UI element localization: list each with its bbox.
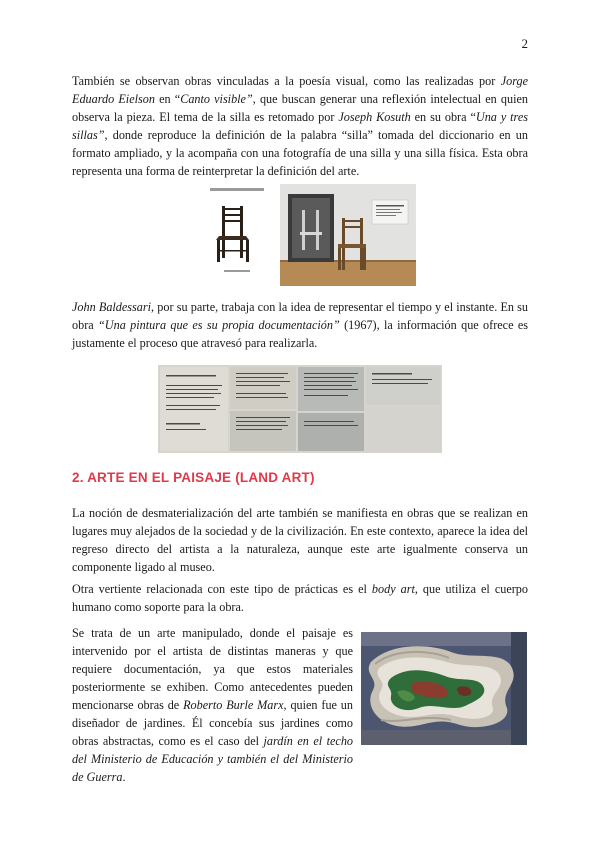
paragraph-body-art xyxy=(72,580,528,616)
text: , por su parte, trabaja con la idea de representar el tiempo y el instante. En su obra xyxy=(72,300,529,332)
artist-name: John Baldessari xyxy=(72,300,152,314)
artist-name: Joseph Kosuth xyxy=(338,110,411,124)
text: También se observan obras vinculadas a la poesía visual, como las realizadas por xyxy=(72,74,501,88)
artwork-title: Una y tres sillas” xyxy=(72,110,529,142)
paragraph-baldessari xyxy=(72,298,528,352)
text: . xyxy=(122,770,126,784)
kosuth-chair-photo xyxy=(206,184,268,280)
term: body art xyxy=(371,582,415,596)
section-heading: 2. ARTE EN EL PAISAJE (LAND ART) xyxy=(72,470,315,485)
artwork-title: Canto visible” xyxy=(180,92,253,106)
page-number: 2 xyxy=(521,36,528,51)
text: , donde reproduce la definición de la palabra “silla” tomada del diccionario en un formato ampliado, y la acompaña con una fotografía de una silla y una silla física. Esta obra representa una forma de reinterpretar la definición del arte. xyxy=(72,128,528,178)
text: , que utiliza el cuerpo humano como soporte para la obra. xyxy=(72,582,528,614)
burle-marx-garden-photo xyxy=(361,632,527,745)
text: Se trata de un arte manipulado, donde el paisaje es intervenido por el artista de distintas maneras y que requiere documentación, ya que estos materiales posteriormente se exhiben. Como antecedentes pueden mencionarse obras de xyxy=(72,626,353,712)
paragraph-eielson-kosuth xyxy=(72,72,528,180)
text: , que buscan generar una reflexión intelectual en quien observa la pieza. El tema de la silla es retomado por xyxy=(72,92,529,124)
text: Otra vertiente relacionada con este tipo de prácticas es el xyxy=(72,582,372,596)
text: (1967), la información que ofrece es justamente el proceso que atravesó para realizarla. xyxy=(72,318,529,350)
artwork-title: jardín en el techo del Ministerio de Educación y también el del Ministerio de Guerra xyxy=(72,734,354,784)
artwork-title: “Una pintura que es su propia documentación” xyxy=(98,318,340,332)
text: La noción de desmaterialización del arte también se manifiesta en obras que se realizan en lugares muy alejados de la sociedad y de la civilización. En este contexto, aparece la idea del regreso directo del artista a la naturaleza, aunque este arte igualmente conserva un componente ligado al museo. xyxy=(72,506,528,574)
text: , quien fue un diseñador de jardines. Él concebía sus jardines como obras abstractas, como es el caso del xyxy=(72,698,353,748)
kosuth-installation-photo xyxy=(280,184,416,286)
text: en su obra “ xyxy=(410,110,476,124)
paragraph-burle-marx xyxy=(72,624,353,786)
baldessari-panels-photo xyxy=(158,365,442,453)
paragraph-desmaterializacion xyxy=(72,504,528,576)
text: en “ xyxy=(154,92,181,106)
artist-name: Roberto Burle Marx xyxy=(183,698,284,712)
artist-name: Jorge Eduardo Eielson xyxy=(72,74,528,106)
